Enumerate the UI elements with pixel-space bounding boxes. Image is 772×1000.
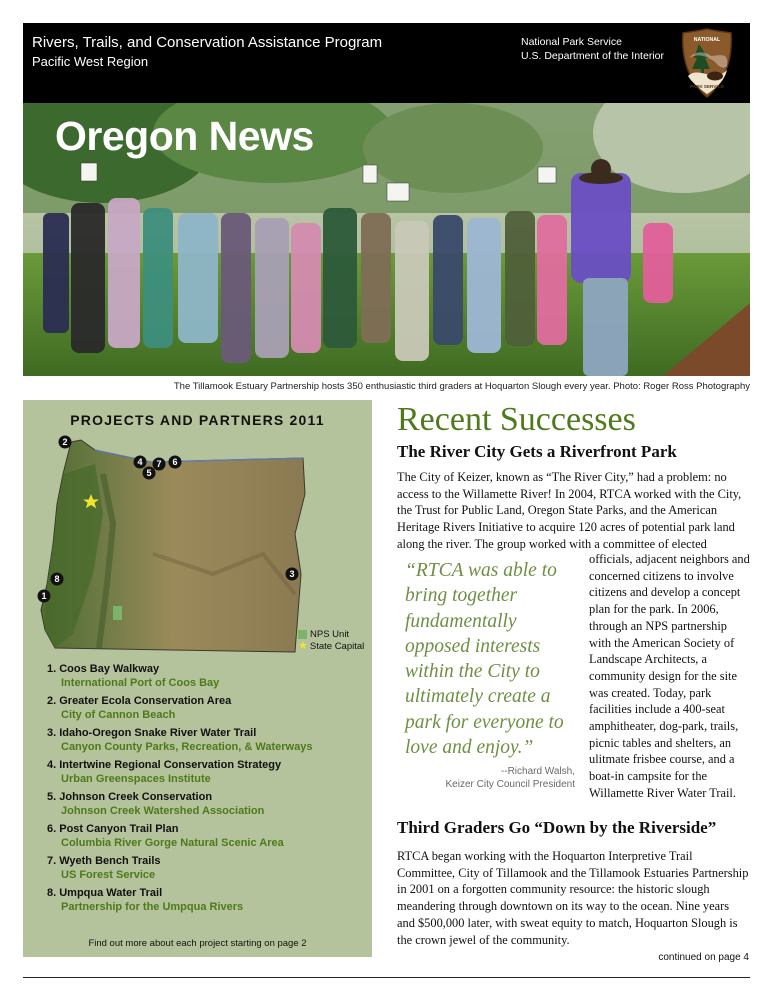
article1-lead: The City of Keizer, known as “The River City,” had a problem: no access to the Willamette River! In 2004, RTCA worked with the City, the Trust for Public Land, Oregon State Parks, and the American Heritage Rivers Initiative to acquire 120 acres of potential park land along the river. The group worked with a committee of elected (397, 470, 742, 551)
pull-quote: “RTCA was able to bring together fundamentally opposed interests within the City to ultimately create a park for everyone to love and enjoy.” (405, 560, 564, 759)
project-item (47, 726, 312, 755)
nps-unit-marker (113, 606, 122, 620)
svg-text:6: 6 (172, 457, 178, 467)
svg-text:8: 8 (54, 574, 60, 584)
article2-body: RTCA began working with the Hoquarton Interpretive Trail Committee, City of Tillamook and the Tillamook Estuaries Partnership in 2001 on a forgotten community resource: the historic slough meandering through downtown on its way to the ocean. Nine years and $500,000 later, with sweat equity to match, Hoquarton Slough is the crown jewel of the community. (397, 849, 749, 947)
project-item (47, 886, 312, 915)
svg-text:NATIONAL: NATIONAL (693, 37, 721, 43)
project-name: 5. Johnson Creek Conservation (47, 791, 213, 803)
continued-note: continued on page 4 (658, 952, 749, 963)
project-item (47, 854, 312, 883)
legend-nps-unit (298, 628, 364, 640)
marker-5 (143, 467, 156, 480)
project-name: 6. Post Canyon Trail Plan (47, 823, 179, 835)
nps-arrowhead-logo (680, 28, 734, 98)
project-name: 1. Coos Bay Walkway (47, 663, 160, 675)
marker-7 (153, 458, 166, 471)
svg-text:PARK SERVICE: PARK SERVICE (689, 84, 725, 89)
attribution-title: Keizer City Council President (445, 779, 575, 790)
main-column (397, 400, 749, 553)
project-partner: Partnership for the Umpqua Rivers (61, 901, 244, 913)
project-name: 2. Greater Ecola Conservation Area (47, 695, 232, 707)
legend-state-capital (298, 640, 364, 652)
svg-text:3: 3 (289, 569, 295, 579)
sidebar-footer: Find out more about each project starting on page 2 (88, 938, 307, 949)
project-partner: US Forest Service (61, 869, 156, 881)
project-item (47, 790, 312, 819)
svg-text:2: 2 (62, 437, 68, 447)
project-partner: Johnson Creek Watershed Association (61, 805, 265, 817)
marker-2 (59, 436, 72, 449)
article2-headline: Third Graders Go “Down by the Riverside” (397, 818, 717, 837)
project-partner: City of Cannon Beach (61, 709, 176, 721)
project-item (47, 758, 312, 787)
header-agency-block (521, 35, 664, 63)
nps-unit-swatch (298, 630, 307, 639)
star-icon: ★ (298, 640, 308, 652)
article1-headline: The River City Gets a Riverfront Park (397, 442, 677, 461)
quote-attribution (405, 765, 575, 791)
svg-text:1: 1 (41, 591, 47, 601)
photo-caption: The Tillamook Estuary Partnership hosts 350 enthusiastic third graders at Hoquarton Slough every year. Photo: Roger Ross Photography (173, 381, 750, 392)
map-legend (298, 628, 364, 652)
attribution-name: --Richard Walsh, (500, 766, 575, 777)
project-item (47, 822, 312, 851)
project-partner: International Port of Coos Bay (61, 677, 220, 689)
project-partner: Urban Greenspaces Institute (61, 773, 211, 785)
project-partner: Canyon County Parks, Recreation, & Waterways (61, 741, 313, 753)
marker-8 (51, 573, 64, 586)
marker-1 (38, 590, 51, 603)
program-name: Rivers, Trails, and Conservation Assistance Program (32, 34, 383, 51)
header-program-block (32, 33, 382, 71)
project-partner: Columbia River Gorge Natural Scenic Area (61, 837, 284, 849)
project-name: 7. Wyeth Bench Trails (47, 855, 161, 867)
marker-4 (134, 456, 147, 469)
cover-photo (23, 103, 750, 376)
svg-text:5: 5 (146, 468, 152, 478)
project-list (47, 662, 312, 918)
sidebar-title: PROJECTS AND PARTNERS 2011 (70, 412, 325, 428)
project-name: 8. Umpqua Water Trail (47, 887, 163, 899)
bottom-rule (23, 977, 750, 978)
header-bar (23, 23, 750, 103)
legend-label: State Capital (309, 640, 365, 652)
svg-text:7: 7 (156, 459, 162, 469)
article1-continued: officials, adjacent neighbors and concerned citizens to involve citizens and develop a concept plan for the park. In 2006, through an NPS partnership with the American Society of Landscape Architects, a community design for the site was created. Today, park facilities include a 400-seat amphitheater, dog-park, trails, picnic tables and shelters, an ulitmate frisbee course, and a boat-in campsite for the Willamette River Water Trail. (589, 552, 750, 800)
project-item (47, 662, 312, 691)
masthead-title: Oregon News (55, 113, 314, 159)
region-name: Pacific West Region (32, 54, 149, 69)
section-title: Recent Successes (397, 401, 636, 438)
project-name: 3. Idaho-Oregon Snake River Water Trail (47, 727, 257, 739)
project-item (47, 694, 312, 723)
legend-label: NPS Unit (310, 628, 350, 640)
department-name: U.S. Department of the Interior (521, 50, 664, 62)
project-name: 4. Intertwine Regional Conservation Strategy (47, 759, 282, 771)
svg-text:4: 4 (137, 457, 143, 467)
agency-name: National Park Service (521, 36, 622, 48)
article2 (397, 818, 749, 948)
projects-sidebar (23, 400, 372, 957)
marker-6 (169, 456, 182, 469)
marker-3 (286, 568, 299, 581)
